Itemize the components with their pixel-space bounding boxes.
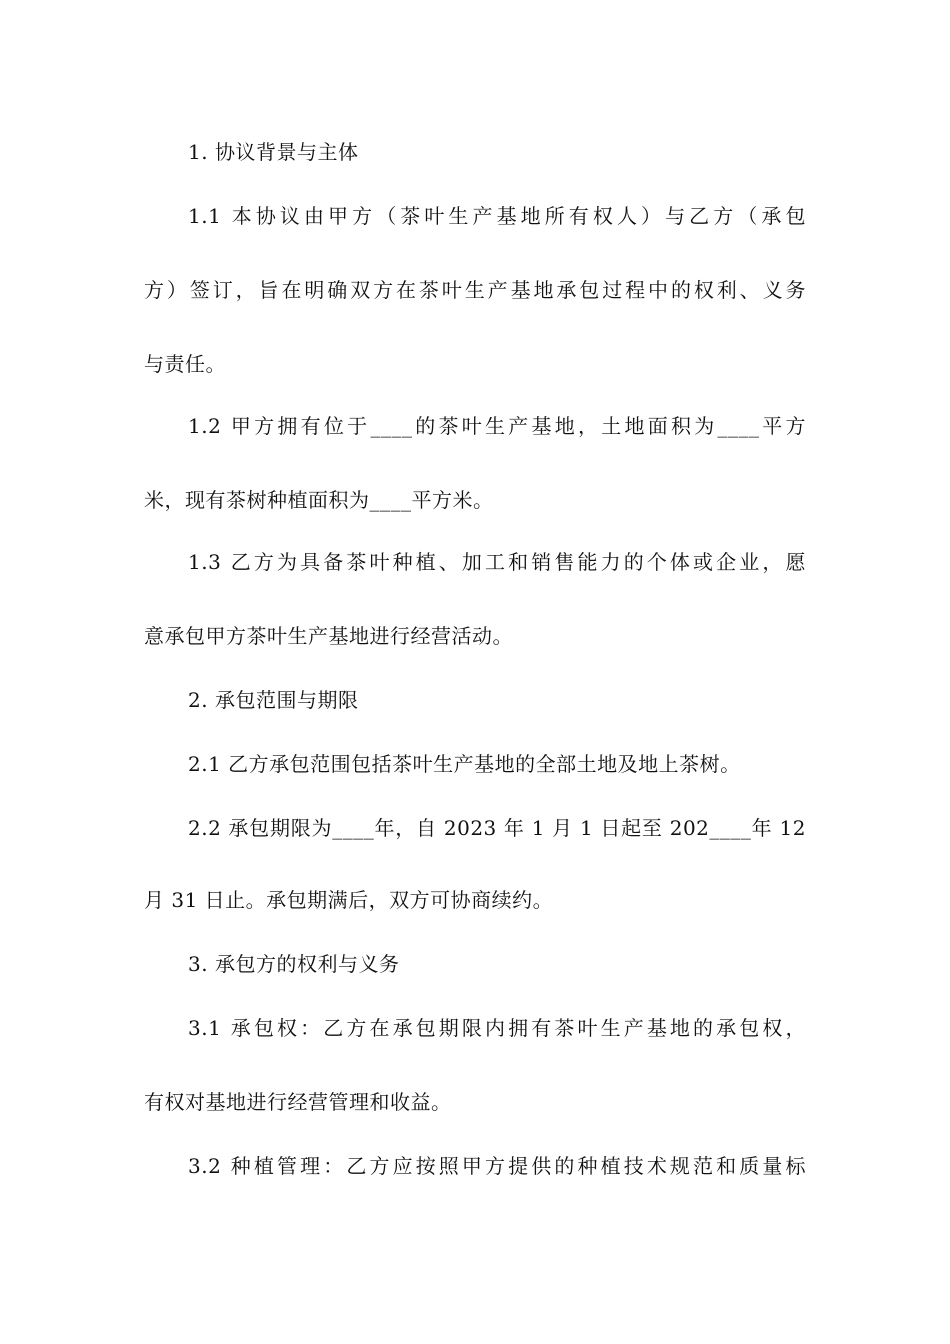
clause-2-2-line-2: 月 31 日止。承包期满后，双方可协商续约。 xyxy=(144,888,554,912)
clause-2-1-line-1: 2.1 乙方承包范围包括茶叶生产基地的全部土地及地上茶树。 xyxy=(188,752,741,776)
section-1-heading: 1. 协议背景与主体 xyxy=(188,140,359,164)
clause-3-2-line-1: 3.2 种植管理：乙方应按照甲方提供的种植技术规范和质量标 xyxy=(188,1154,806,1178)
clause-1-3-line-1: 1.3 乙方为具备茶叶种植、加工和销售能力的个体或企业，愿 xyxy=(188,550,806,574)
clause-3-1-line-2: 有权对基地进行经营管理和收益。 xyxy=(144,1090,452,1114)
clause-1-1-line-3: 与责任。 xyxy=(144,352,226,376)
section-2-heading: 2. 承包范围与期限 xyxy=(188,688,359,712)
clause-1-3-line-2: 意承包甲方茶叶生产基地进行经营活动。 xyxy=(144,624,513,648)
clause-1-1-line-2: 方）签订，旨在明确双方在茶叶生产基地承包过程中的权利、义务 xyxy=(144,278,806,302)
clause-1-2-line-1: 1.2 甲方拥有位于____的茶叶生产基地，土地面积为____平方 xyxy=(188,414,806,438)
clause-1-2-line-2: 米，现有茶树种植面积为____平方米。 xyxy=(144,488,494,512)
clause-2-2-line-1: 2.2 承包期限为____年，自 2023 年 1 月 1 日起至 202____年 12 xyxy=(188,816,806,840)
clause-3-1-line-1: 3.1 承包权：乙方在承包期限内拥有茶叶生产基地的承包权， xyxy=(188,1016,806,1040)
clause-1-1-line-1: 1.1 本协议由甲方（茶叶生产基地所有权人）与乙方（承包 xyxy=(188,204,806,228)
section-3-heading: 3. 承包方的权利与义务 xyxy=(188,952,400,976)
